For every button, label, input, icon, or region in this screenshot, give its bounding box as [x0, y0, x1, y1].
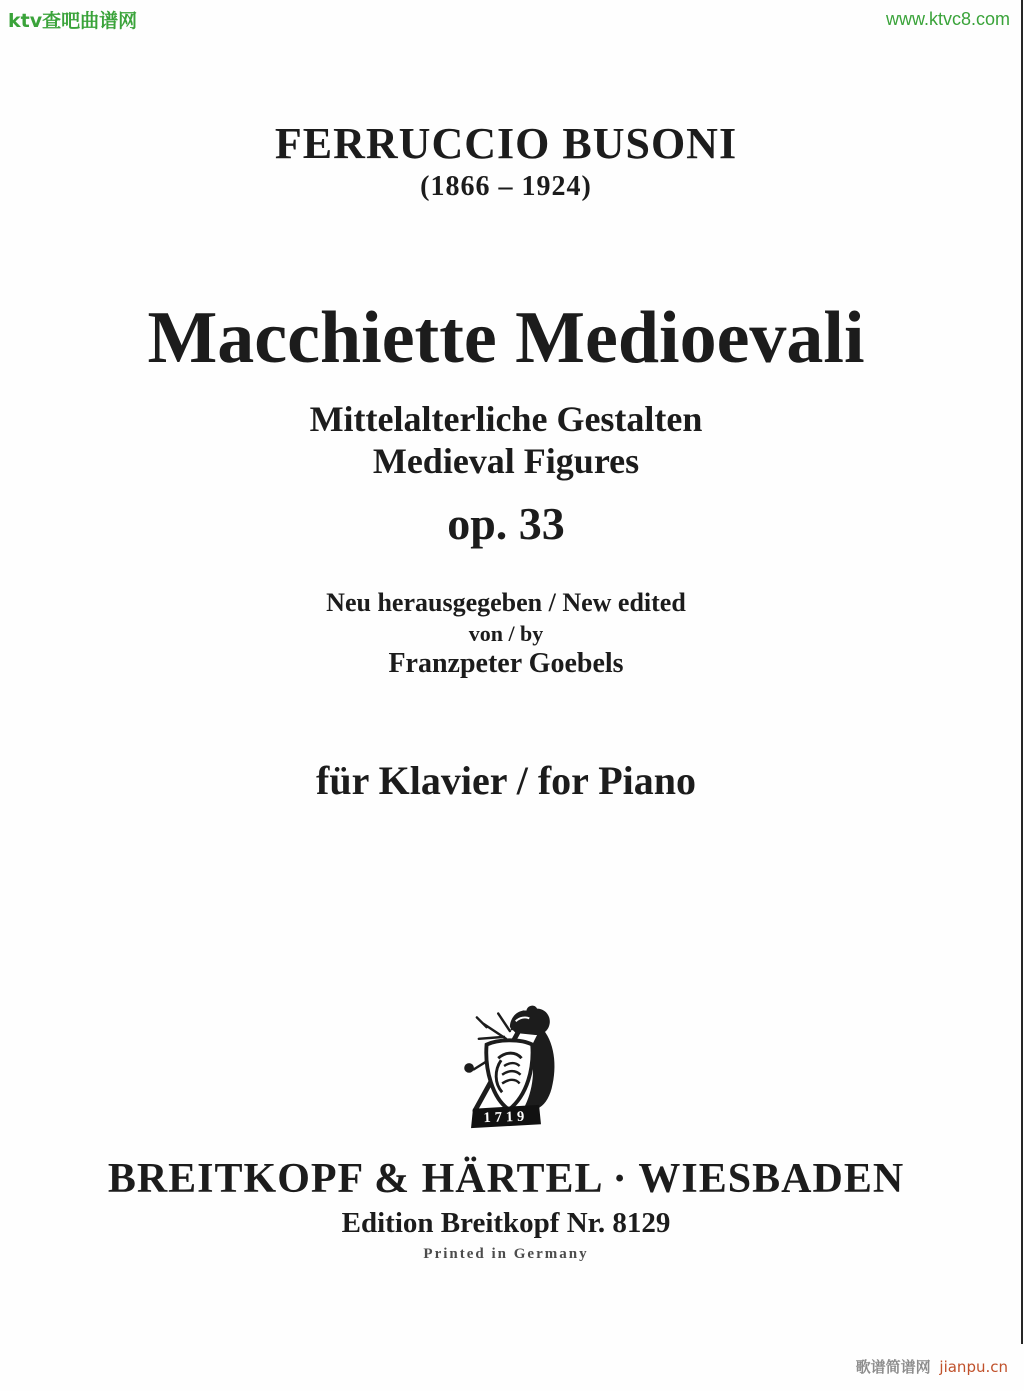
breitkopf-bear-emblem-icon [447, 998, 565, 1134]
scan-edge-line [1021, 0, 1023, 1344]
opus-number: op. 33 [447, 498, 565, 549]
work-title: Macchiette Medioevali [147, 297, 865, 379]
printed-in-germany: Printed in Germany [423, 1246, 589, 1262]
publisher-logo [0, 998, 1012, 1139]
instrumentation-line: für Klavier / for Piano [316, 758, 696, 803]
composer-name: FERRUCCIO BUSONI [274, 119, 738, 168]
watermark-top-right: www.ktvc8.com [885, 9, 1010, 29]
editor-name: Franzpeter Goebels [388, 648, 624, 679]
publisher-name: BREITKOPF & HÄRTEL · WIESBADEN [107, 1156, 905, 1202]
subtitle-german: Mittelalterliche Gestalten [309, 399, 703, 439]
logo-year: 1719 [483, 1108, 529, 1127]
watermark-site-name: 歌谱简谱网 [855, 1358, 931, 1376]
subtitle-english: Medieval Figures [372, 441, 640, 481]
edition-number: Edition Breitkopf Nr. 8129 [341, 1207, 671, 1239]
edited-line-2: von / by [468, 621, 544, 646]
watermark-bottom-right [856, 1356, 1008, 1377]
watermark-top-left: ktv查吧曲谱网 [8, 10, 138, 32]
composer-dates: (1866 – 1924) [420, 171, 592, 202]
watermark-domain: jianpu.cn [939, 1358, 1008, 1376]
edited-line-1: Neu herausgegeben / New edited [326, 588, 686, 617]
